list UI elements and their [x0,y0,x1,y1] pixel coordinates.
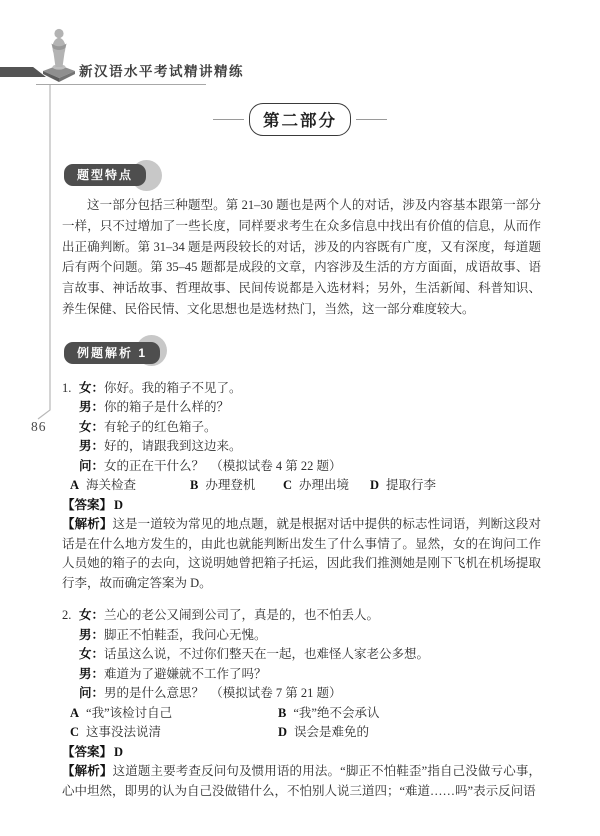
page-number: 86 [31,419,47,434]
section-header-example-analysis [62,342,541,362]
option-text: “我”绝不会承认 [293,705,380,720]
section-header-question-features [62,164,541,184]
part-title: 第二部分 [249,103,351,136]
dialogue-line [62,645,541,665]
speaker-label: 男： [79,400,105,415]
option-d [278,723,541,743]
dialogue-text: 有轮子的红色箱子。 [104,419,217,434]
answer-label: 【答案】 [62,744,113,759]
dialogue-line [62,437,541,457]
part-title-right-rule [356,119,387,120]
answer-options [62,476,541,496]
option-a [70,476,190,496]
option-text: “我”该检讨自己 [86,705,173,720]
option-text: 办理出境 [299,478,350,493]
speaker-label: 男： [79,627,105,642]
dialogue-text: 好的，请跟我到这边来。 [104,439,242,454]
dialogue-text: 难道为了避嫌就不工作了吗？ [104,666,267,681]
speaker-label: 女： [79,419,105,434]
header-bar-decoration [0,67,46,77]
example-question-1 [62,379,541,594]
page-content [62,160,541,801]
person-statue-icon [41,26,77,84]
dialogue-text: 你好。我的箱子不见了。 [104,380,242,395]
analysis-paragraph [62,515,541,593]
book-title: 新汉语水平考试精讲精练 [79,64,244,79]
analysis-text: 这是一道较为常见的地点题，就是根据对话中提供的标志性词语，判断这段对话是在什么地方发生的，由此也就能判断出发生了什么事情了。显然，女的在询问工作人员她的箱子的去向，这说明她曾把箱子托运，因此我们推测她是刚下飞机在机场提取行李，故而确定答案为 D。 [62,517,541,590]
option-b [278,704,541,724]
dialogue-text: 脚正不怕鞋歪，我问心无愧。 [104,627,267,642]
part-title-left-rule [213,119,244,120]
option-b [190,476,283,496]
option-text: 误会是难免的 [294,725,370,740]
section-pill-label: 题型特点 [64,164,146,186]
option-a [70,704,278,724]
analysis-text: 这道题主要考查反问句及惯用语的用法。“脚正不怕鞋歪”指自己没做亏心事，心中坦然，即男的认为自己没做错什么，不怕别人说三道四；“难道……吗”表示反问语 [62,764,541,798]
analysis-paragraph [62,762,541,801]
example-question-2 [62,606,541,801]
option-key: B [278,705,287,720]
question-prompt-line [62,684,541,704]
option-key: A [70,705,80,720]
dialogue-text: 女的正在干什么？ （模拟试卷 4 第 22 题） [104,458,342,473]
option-text: 办理登机 [205,478,256,493]
answer-value: D [114,744,124,759]
speaker-label: 女： [79,380,105,395]
features-paragraph: 这一部分包括三种题型。第 21–30 题也是两个人的对话，涉及内容基本跟第一部分一样，只不过增加了一些长度，同样要求考生在众多信息中找出有价值的信息，从而作出正确判断。第 31–34 题是两段较长的对话，涉及的内容既有广度，又有深度，每道题后有两个问题。第 35–45 题都是成段的文章，内容涉及生活的方方面面，成语故事、语言故事、神话故事、哲理故事、民间传说都是入选材料；另外，生活新闻、科普知识、养生保健、民俗民情、文化思想也是选材热门，当然，这一部分难度较大。 [62,198,541,316]
option-text: 提取行李 [386,478,437,493]
answer-line [62,496,541,516]
dialogue-text: 兰心的老公又闹到公司了，真是的，也不怕丢人。 [104,608,380,623]
dialogue-text: 话虽这么说，不过你们整天在一起，也难怪人家老公多想。 [104,647,430,662]
dialogue-line [62,398,541,418]
speaker-label: 问： [79,686,105,701]
analysis-label: 【解析】 [62,764,113,779]
option-text: 海关检查 [86,478,137,493]
option-key: C [70,725,80,740]
part-title-row [0,103,600,136]
speaker-label: 女： [79,608,105,623]
header-underline [36,84,206,85]
dialogue-text: 男的是什么意思？ （模拟试卷 7 第 21 题） [104,686,342,701]
question-number: 1. [62,380,72,395]
dialogue-text: 你的箱子是什么样的？ [104,400,230,415]
option-key: C [283,478,293,493]
margin-line [0,85,60,430]
answer-line [62,743,541,763]
option-c [283,476,370,496]
option-key: D [278,725,288,740]
dialogue-line [62,418,541,438]
question-prompt-line [62,457,541,477]
answer-value: D [114,497,124,512]
speaker-label: 男： [79,439,105,454]
option-key: D [370,478,380,493]
option-key: A [70,478,80,493]
answer-label: 【答案】 [62,497,113,512]
speaker-label: 女： [79,647,105,662]
dialogue-line [62,626,541,646]
option-c [70,723,278,743]
option-key: B [190,478,199,493]
answer-options [62,704,541,743]
dialogue-line [62,606,541,626]
dialogue-line [62,665,541,685]
speaker-label: 问： [79,458,105,473]
option-text: 这事没法说清 [86,725,162,740]
option-d [370,476,541,496]
speaker-label: 男： [79,666,105,681]
dialogue-line [62,379,541,399]
section-pill-label: 例题解析 1 [64,342,160,364]
analysis-label: 【解析】 [62,517,113,532]
question-number: 2. [62,608,72,623]
